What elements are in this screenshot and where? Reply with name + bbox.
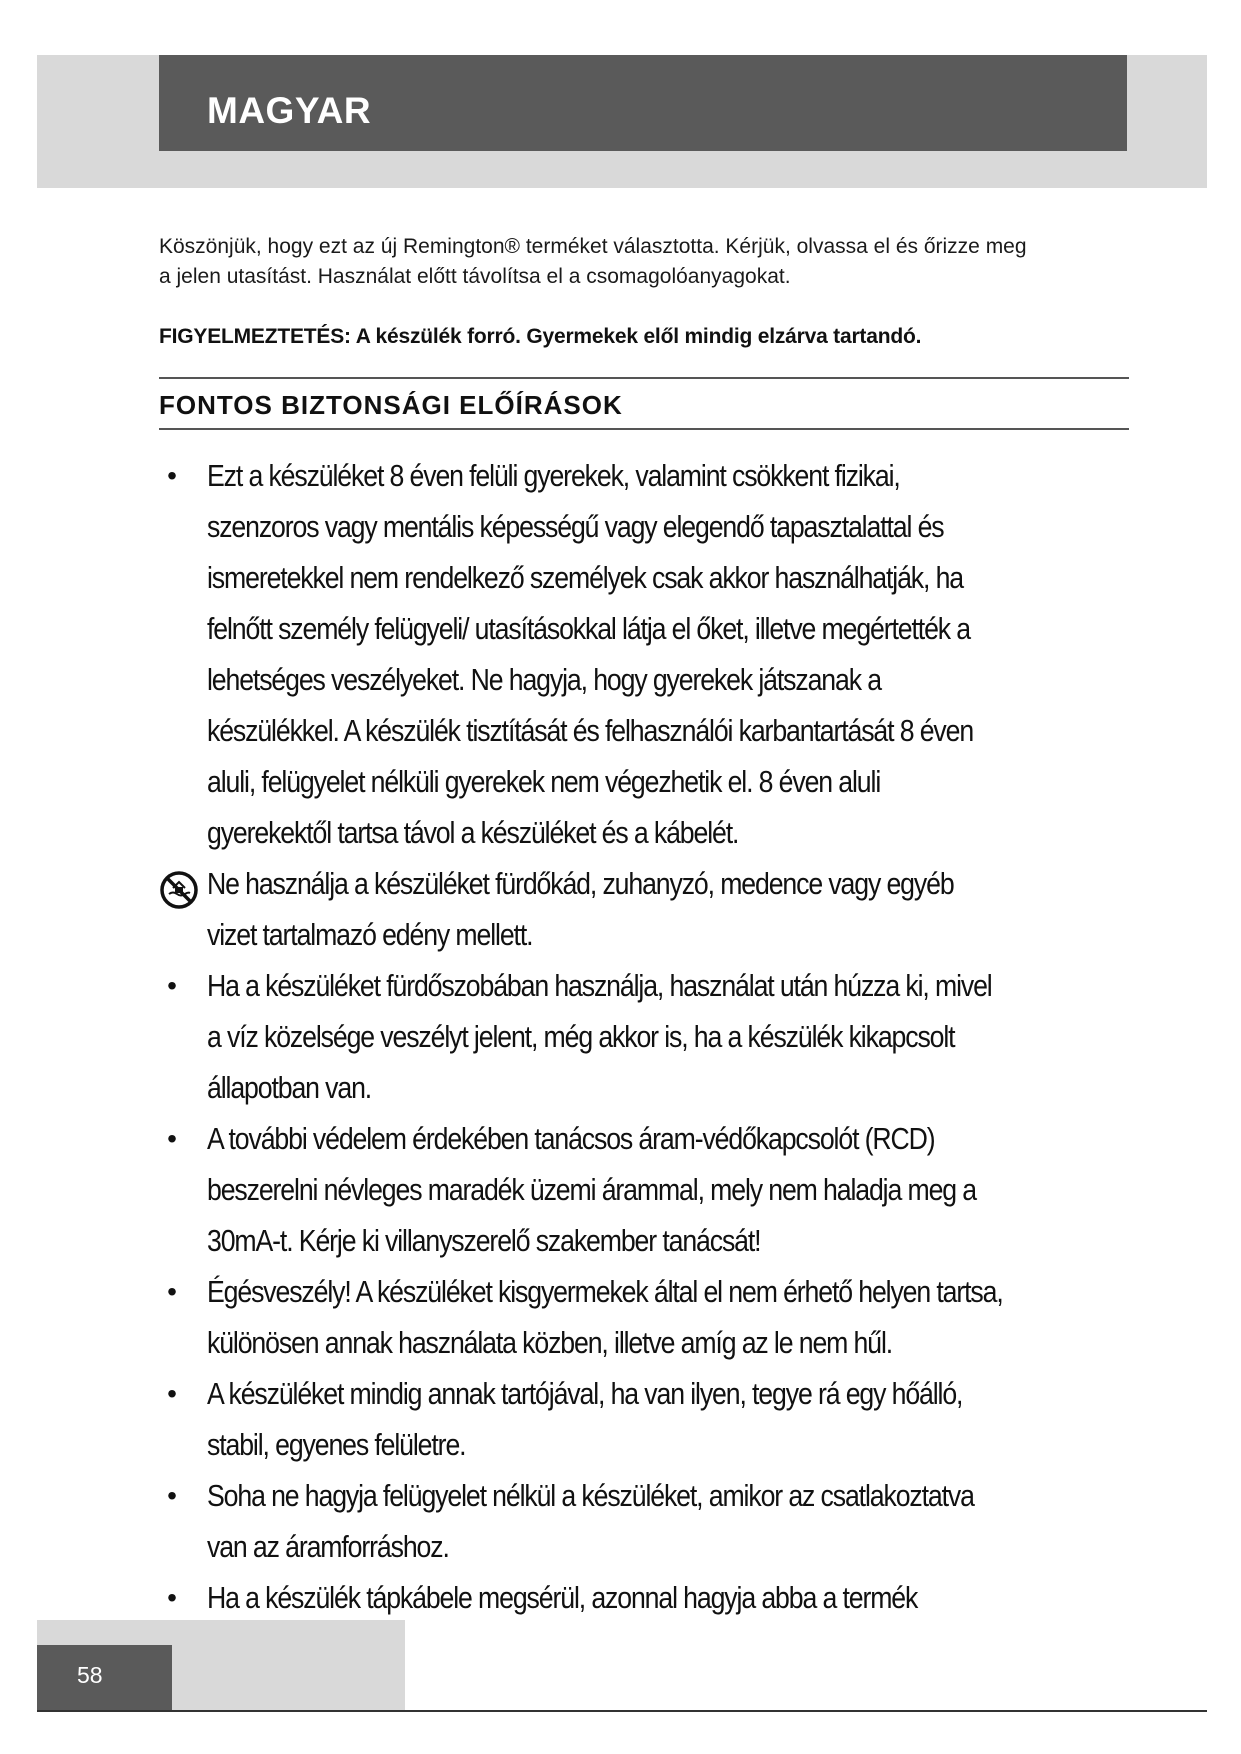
safety-item xyxy=(159,450,1139,858)
safety-item-text: Ne használja a készüléket fürdőkád, zuhanyzó, medence vagy egyéb vizet tartalmazó edény mellett. xyxy=(207,866,954,952)
bullet-icon: • xyxy=(167,1123,177,1154)
page-number: 58 xyxy=(77,1662,103,1688)
bullet-icon: • xyxy=(167,1378,177,1409)
safety-item xyxy=(159,1113,1139,1266)
intro-line-2: a jelen utasítást. Használat előtt távolítsa el a csomagolóanyagokat. xyxy=(159,265,791,288)
safety-item-text: Ha a készülék tápkábele megsérül, azonnal hagyja abba a termék xyxy=(207,1580,918,1615)
intro-line-1: Köszönjük, hogy ezt az új Remington® terméket választotta. Kérjük, olvassa el és őrizze meg xyxy=(159,235,1027,258)
safety-item-text: Ha a készüléket fürdőszobában használja, használat után húzza ki, mivel a víz közelsége veszélyt jelent, még akkor is, ha a készülék kikapcsolt állapotban van. xyxy=(207,968,992,1105)
footer-rule xyxy=(37,1710,1207,1712)
safety-item-text: Soha ne hagyja felügyelet nélkül a készüléket, amikor az csatlakoztatva van az áramforráshoz. xyxy=(207,1478,974,1564)
section-rule-top xyxy=(159,377,1129,379)
safety-item xyxy=(159,1470,1139,1572)
bullet-icon: • xyxy=(167,970,177,1001)
bullet-icon: • xyxy=(167,1480,177,1511)
no-water-icon xyxy=(159,870,199,910)
safety-item-text: Égésveszély! A készüléket kisgyermekek által el nem érhető helyen tartsa, különösen annak használata közben, illetve amíg az le nem hűl. xyxy=(207,1274,1003,1360)
bullet-icon: • xyxy=(167,1276,177,1307)
safety-item-text: A készüléket mindig annak tartójával, ha van ilyen, tegye rá egy hőálló, stabil, egyenes felületre. xyxy=(207,1376,963,1462)
intro-text xyxy=(159,232,1139,292)
safety-item xyxy=(159,960,1139,1113)
safety-item-text: Ezt a készüléket 8 éven felüli gyerekek, valamint csökkent fizikai, szenzoros vagy mentális képességű vagy elegendő tapasztalattal és ismeretekkel nem rendelkező személyek csak akkor használhatják, ha felnőtt személy felügyeli/ utasításokkal látja el őket, illetve megértették a lehetséges veszélyeket. Ne hagyja, hogy gyerekek játszanak a készülékkel. A készülék tisztítását és felhasználói karbantartását 8 éven aluli, felügyelet nélküli gyerekek nem végezhetik el. 8 éven aluli gyerekektől tartsa távol a készüléket és a kábelét. xyxy=(207,458,974,850)
safety-item xyxy=(159,1368,1139,1470)
safety-item-water xyxy=(159,858,1139,960)
bullet-icon: • xyxy=(167,1582,177,1613)
footer-tab xyxy=(37,1645,172,1710)
section-rule-bottom xyxy=(159,428,1129,430)
language-title: MAGYAR xyxy=(207,90,372,131)
bullet-icon: • xyxy=(167,460,177,491)
safety-list xyxy=(159,450,1139,1674)
warning-text: FIGYELMEZTETÉS: A készülék forró. Gyermekek elől mindig elzárva tartandó. xyxy=(159,325,922,348)
section-title: FONTOS BIZTONSÁGI ELŐÍRÁSOK xyxy=(159,390,623,420)
safety-item xyxy=(159,1266,1139,1368)
safety-item-text: A további védelem érdekében tanácsos áram-védőkapcsolót (RCD) beszerelni névleges maradék üzemi árammal, mely nem haladja meg a 30mA-t. Kérje ki villanyszerelő szakember tanácsát! xyxy=(207,1121,977,1258)
